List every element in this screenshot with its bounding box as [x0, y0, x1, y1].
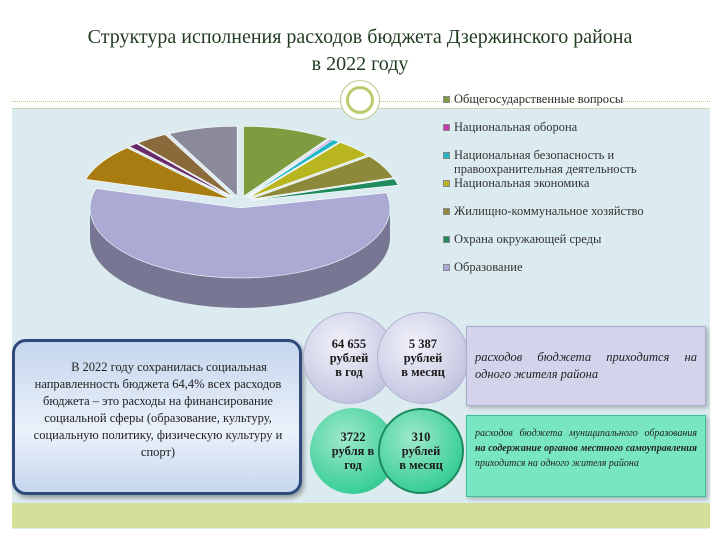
page-title	[0, 24, 720, 78]
divider-left	[12, 101, 340, 102]
legend-item-6	[440, 260, 710, 274]
legend-item-0	[440, 92, 710, 106]
governance-note-part2: приходится на одного жителя района	[475, 458, 639, 469]
legend-item-4	[440, 204, 710, 218]
legend-label-3: Национальная экономика	[454, 176, 590, 190]
per-capita-month-unit: рублей	[403, 351, 443, 365]
governance-month-circle	[378, 408, 464, 494]
legend-swatch-4	[443, 208, 450, 215]
governance-note	[466, 415, 706, 497]
legend-item-5	[440, 232, 710, 246]
governance-year-period: год	[344, 458, 362, 472]
footer-band	[12, 503, 710, 528]
legend-label-5: Охрана окружающей среды	[454, 232, 602, 246]
governance-year-amount: 3722	[340, 430, 366, 444]
title-line-2: в 2022 году	[311, 53, 409, 75]
governance-year-unit: рубля в	[331, 444, 375, 458]
per-capita-note-text: расходов бюджета приходится на одного жителя района	[475, 350, 697, 381]
per-capita-year-unit: рублей	[329, 351, 369, 365]
per-capita-month-circle	[377, 312, 469, 404]
legend-label-0: Общегосударственные вопросы	[454, 92, 624, 106]
legend-label-1: Национальная оборона	[454, 120, 578, 134]
legend-swatch-2	[443, 152, 450, 159]
per-capita-month-period: в месяц	[401, 365, 445, 379]
legend-swatch-1	[443, 124, 450, 131]
expenditure-pie-chart	[80, 114, 400, 314]
legend-swatch-5	[443, 236, 450, 243]
governance-month-amount: 310	[411, 430, 431, 444]
legend-item-1	[440, 120, 710, 134]
social-share-text: В 2022 году сохранилась социальная направленность бюджета 64,4% всех расходов бюджета – это расходы на финансирование социальной сферы (образование, культуру, социальную политику, физическую культуру и спорт)	[33, 360, 283, 459]
legend-label-4: Жилищно-коммунальное хозяйство	[454, 204, 644, 218]
legend-label-6: Образование	[454, 260, 523, 274]
per-capita-year-period: в год	[335, 365, 363, 379]
per-capita-month-amount: 5 387	[408, 337, 438, 351]
governance-month-unit: рублей	[401, 444, 441, 458]
governance-note-bold: на содержание органов местного самоуправления	[475, 443, 697, 454]
legend-swatch-6	[443, 264, 450, 271]
legend-item-3	[440, 176, 710, 190]
legend-label-2: Национальная безопасность и правоохранительная деятельность	[454, 148, 637, 176]
governance-note-part1: расходов бюджета муниципального образования	[475, 428, 697, 439]
legend-item-2	[440, 148, 710, 176]
per-capita-note	[466, 326, 706, 406]
legend-swatch-0	[443, 96, 450, 103]
social-share-info-box	[12, 339, 302, 495]
governance-month-period: в месяц	[399, 458, 443, 472]
per-capita-year-amount: 64 655	[331, 337, 367, 351]
legend-swatch-3	[443, 180, 450, 187]
title-line-1: Структура исполнения расходов бюджета Дзержинского района	[87, 26, 633, 48]
